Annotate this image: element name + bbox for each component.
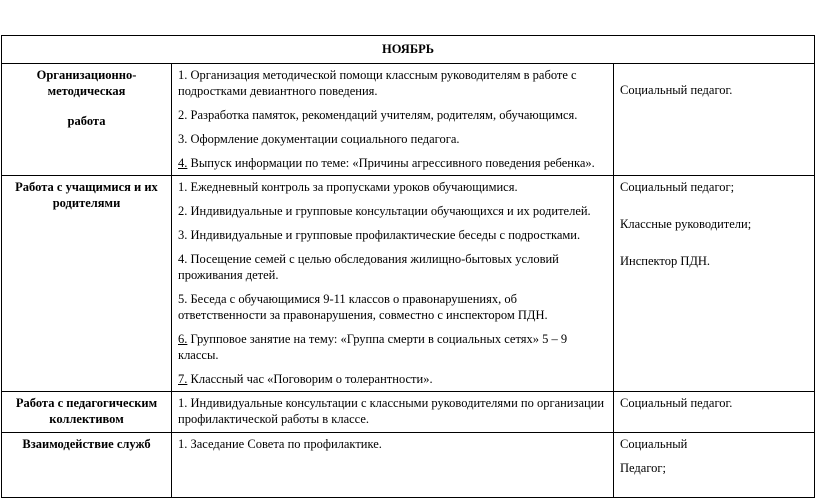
tasks-cell [172,176,614,392]
category-cell [2,392,172,433]
task-text: Организация методической помощи классным руководителям в работе с подростками девиантного поведения. [178,68,577,98]
responsible-item: Социальный педагог. [620,396,733,410]
task-item [178,131,607,147]
task-number: 7. [178,372,188,386]
task-number: 1. [178,68,188,82]
task-number: 2. [178,108,188,122]
task-item [178,67,607,99]
responsible-cell [614,64,815,176]
category-line: методическая [47,84,126,98]
responsible-item: Социальный педагог; [620,180,735,194]
task-text: Индивидуальные консультации с классными руководителями по организации профилактической работы в классе. [178,396,605,426]
month-title: НОЯБРЬ [2,36,815,64]
task-number: 6. [178,332,188,346]
task-number: 1. [178,180,188,194]
category-line: Работа с учащимися и их родителями [15,180,158,210]
plan-table [1,35,815,498]
task-text: Посещение семей с целью обследования жилищно-бытовых условий проживания детей. [178,252,559,282]
task-text: Беседа с обучающимися 9-11 классов о правонарушениях, об ответственности за правонарушения, совместно с инспектором ПДН. [178,292,548,322]
table-row [2,392,815,433]
task-item [178,227,607,243]
category-cell [2,64,172,176]
responsible-cell [614,392,815,433]
task-item [178,155,607,171]
task-number: 1. [178,437,188,451]
tasks-cell [172,64,614,176]
category-line: Организационно- [36,68,137,82]
task-item [178,331,607,363]
task-number: 2. [178,204,188,218]
task-item [178,107,607,123]
responsible-item: Социальный педагог. [620,83,733,97]
task-number: 5. [178,292,188,306]
task-number: 1. [178,396,188,410]
table-row [2,64,815,176]
task-item [178,251,607,283]
task-text: Индивидуальные и групповые консультации обучающихся и их родителей. [190,204,591,218]
task-number: 4. [178,156,188,170]
task-number: 3. [178,132,188,146]
responsible-cell [614,176,815,392]
task-item [178,203,607,219]
tasks-cell [172,433,614,498]
table-row [2,176,815,392]
responsible-item: Социальный [620,437,688,451]
responsible-item: Педагог; [620,461,666,475]
task-item [178,395,607,427]
task-text: Оформление документации социального педагога. [190,132,460,146]
table-row [2,433,815,498]
category-line: Работа с педагогическим коллективом [15,396,158,426]
category-line: Взаимодействие служб [22,437,151,451]
task-item [178,371,607,387]
task-number: 3. [178,228,188,242]
task-text: Классный час «Поговорим о толерантности». [190,372,433,386]
task-text: Выпуск информации по теме: «Причины агрессивного поведения ребенка». [190,156,595,170]
task-text: Ежедневный контроль за пропусками уроков обучающимися. [190,180,518,194]
category-line: работа [67,114,106,128]
responsible-item: Классные руководители; [620,217,752,231]
task-number: 4. [178,252,188,266]
task-text: Заседание Совета по профилактике. [190,437,382,451]
responsible-cell [614,433,815,498]
tasks-cell [172,392,614,433]
task-item [178,179,607,195]
responsible-item: Инспектор ПДН. [620,254,711,268]
task-item [178,291,607,323]
month-header-row [2,36,815,64]
task-item [178,436,607,452]
task-text: Индивидуальные и групповые профилактические беседы с подростками. [190,228,581,242]
task-text: Групповое занятие на тему: «Группа смерти в социальных сетях» 5 – 9 классы. [178,332,568,362]
task-text: Разработка памяток, рекомендаций учителям, родителям, обучающимся. [190,108,578,122]
category-cell [2,176,172,392]
category-cell [2,433,172,498]
